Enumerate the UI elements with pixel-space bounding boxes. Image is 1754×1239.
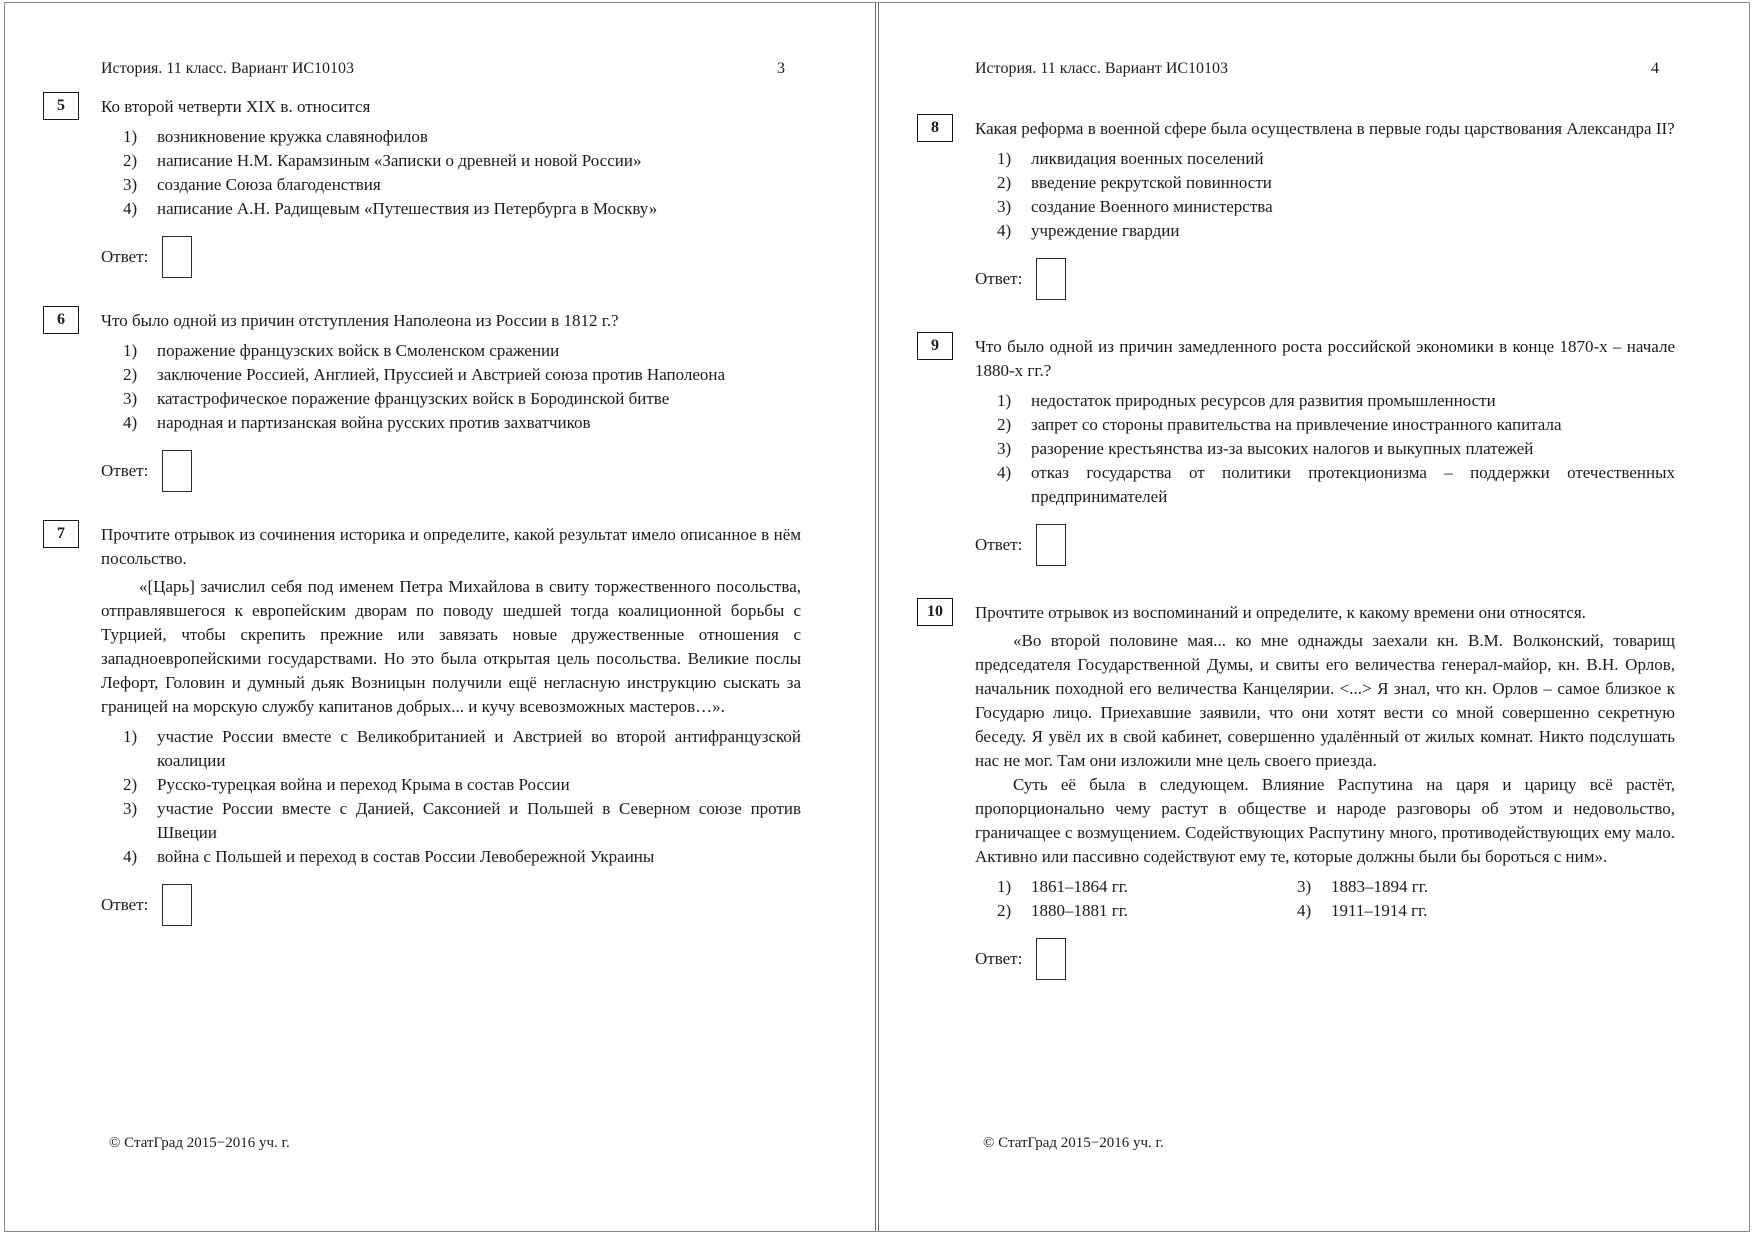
option-text: недостаток природных ресурсов для развития промышленности <box>1031 391 1496 410</box>
passage-paragraph: «Во второй половине мая... ко мне однажды заехали кн. В.М. Волконский, товарищ председателя Государственной Думы, и свиты его величества генерал-майор, кн. В.Н. Орлов, начальник походной его величества Канцелярии. <...> Я знал, что кн. Орлов – самое близкое к Государю лицо. Приехавшие заявили, что они хотят вести со мной совершенно секретную беседу. Я увёл их в свой кабинет, совершенно удалённый от жилых комнат. Никто подслушать нас не мог. Там они изложили мне цель своего приезда. <box>975 631 1675 770</box>
option-text: поражение французских войск в Смоленском сражении <box>157 341 560 360</box>
option-text: 1861–1864 гг. <box>1031 877 1129 896</box>
option-label: 3) <box>123 799 138 818</box>
option-label: 3) <box>997 439 1012 458</box>
answer-box[interactable] <box>162 450 192 492</box>
option-row <box>997 899 1297 923</box>
answer-box[interactable] <box>162 884 192 926</box>
question-text: Какая реформа в военной сфере была осуществлена в первые годы царствования Александра II? <box>975 119 1675 138</box>
answer-row <box>101 235 801 279</box>
option-row <box>123 197 801 221</box>
option-text: народная и партизанская война русских против захватчиков <box>157 413 591 432</box>
option-row <box>123 125 801 149</box>
options-list <box>123 125 801 221</box>
option-row <box>123 845 801 869</box>
option-row <box>123 173 801 197</box>
page-title: История. 11 класс. Вариант ИС10103 <box>101 60 355 77</box>
option-text: 1883–1894 гг. <box>1331 877 1429 896</box>
option-label: 1) <box>123 727 138 746</box>
option-row <box>123 339 801 363</box>
page-number: 3 <box>777 60 785 77</box>
footer-copyright: © СтатГрад 2015−2016 уч. г. <box>109 1135 290 1151</box>
option-text: катастрофическое поражение французских войск в Бородинской битве <box>157 389 670 408</box>
option-label: 4) <box>123 847 138 866</box>
answer-label: Ответ: <box>975 535 1023 554</box>
option-row <box>123 149 801 173</box>
question-number-box: 7 <box>43 520 79 548</box>
question-number-box: 8 <box>917 114 953 142</box>
option-row <box>1297 875 1675 899</box>
option-row <box>997 195 1675 219</box>
option-label: 1) <box>123 127 138 146</box>
option-row <box>123 363 801 387</box>
question-number-box: 6 <box>43 306 79 334</box>
option-label: 1) <box>997 391 1012 410</box>
option-text: написание Н.М. Карамзиным «Записки о древней и новой России» <box>157 151 642 170</box>
option-label: 2) <box>123 365 138 384</box>
option-label: 3) <box>123 389 138 408</box>
options-list <box>997 147 1675 243</box>
option-label: 1) <box>123 341 138 360</box>
option-text: ликвидация военных поселений <box>1031 149 1264 168</box>
option-row <box>997 461 1675 509</box>
option-text: 1911–1914 гг. <box>1331 901 1428 920</box>
option-label: 1) <box>997 149 1012 168</box>
option-label: 4) <box>123 199 138 218</box>
option-label: 3) <box>123 175 138 194</box>
question-10 <box>927 601 1675 981</box>
answer-label: Ответ: <box>101 895 149 914</box>
page-3 <box>5 3 875 1231</box>
passage-paragraph: «[Царь] зачислил себя под именем Петра Михайлова в свиту торжественного посольства, отправлявшегося к европейским дворам по поводу шедшей тогда коалиционной борьбы с Турцией, чтобы скрепить прежние или завязать новые дружественные отношения с западноевропейскими государствами. Но это была открытая цель посольства. Великие послы Лефорт, Головин и думный дьяк Возницын получили ещё негласную инструкцию сыскать за границей на морскую службу капитанов добрых... и кучу всевозможных мастеров…». <box>101 577 801 716</box>
option-label: 4) <box>1297 901 1312 920</box>
option-row <box>997 437 1675 461</box>
option-row <box>123 773 801 797</box>
question-number-box: 5 <box>43 92 79 120</box>
option-label: 2) <box>123 151 138 170</box>
option-text: война с Польшей и переход в состав России Левобережной Украины <box>157 847 655 866</box>
option-row <box>997 219 1675 243</box>
option-label: 2) <box>997 173 1012 192</box>
question-9 <box>931 335 1675 567</box>
option-row <box>997 171 1675 195</box>
answer-row <box>975 523 1675 567</box>
document-sheet <box>4 2 1750 1232</box>
option-label: 2) <box>997 415 1012 434</box>
page-title: История. 11 класс. Вариант ИС10103 <box>975 60 1229 77</box>
answer-row <box>975 937 1675 981</box>
question-7 <box>57 523 801 927</box>
passage-paragraph: Суть её была в следующем. Влияние Распутина на царя и царицу всё растёт, пропорционально чему растут в обществе и народе разговоры об этом и недовольство, граничащее с возмущением. Содействующих Распутину много, противодействующих ему мало. Активно или пассивно содействуют ему те, которые должны были бы бороться с ним». <box>975 775 1675 866</box>
option-label: 4) <box>123 413 138 432</box>
option-row <box>123 725 801 773</box>
option-text: введение рекрутской повинности <box>1031 173 1272 192</box>
option-row <box>997 389 1675 413</box>
source-passage <box>101 575 801 719</box>
option-label: 3) <box>1297 877 1312 896</box>
option-row <box>123 387 801 411</box>
option-text: Русско-турецкая война и переход Крыма в состав России <box>157 775 570 794</box>
answer-label: Ответ: <box>101 461 149 480</box>
question-text: Прочтите отрывок из сочинения историка и определите, какой результат имело описанное в нём посольство. <box>101 525 801 568</box>
page-header <box>101 59 801 79</box>
answer-label: Ответ: <box>975 949 1023 968</box>
option-text: учреждение гвардии <box>1031 221 1180 240</box>
option-text: 1880–1881 гг. <box>1031 901 1129 920</box>
option-text: написание А.Н. Радищевым «Путешествия из Петербурга в Москву» <box>157 199 658 218</box>
option-label: 4) <box>997 463 1012 482</box>
answer-box[interactable] <box>1036 258 1066 300</box>
option-text: запрет со стороны правительства на привлечение иностранного капитала <box>1031 415 1562 434</box>
answer-row <box>101 449 801 493</box>
option-row <box>123 797 801 845</box>
question-8 <box>931 117 1675 301</box>
option-label: 1) <box>997 877 1012 896</box>
answer-row <box>975 257 1675 301</box>
option-text: создание Военного министерства <box>1031 197 1273 216</box>
option-label: 3) <box>997 197 1012 216</box>
question-number-box: 9 <box>917 332 953 360</box>
question-text: Ко второй четверти XIX в. относится <box>101 97 371 116</box>
question-text: Что было одной из причин отступления Наполеона из России в 1812 г.? <box>101 311 619 330</box>
question-6 <box>57 309 801 493</box>
answer-box[interactable] <box>1036 938 1066 980</box>
option-text: участие России вместе с Данией, Саксонией и Польшей в Северном союзе против Швеции <box>157 799 801 842</box>
question-5 <box>57 95 801 279</box>
option-label: 4) <box>997 221 1012 240</box>
option-row <box>997 875 1297 899</box>
option-row <box>997 147 1675 171</box>
page-number: 4 <box>1651 60 1659 77</box>
options-list <box>997 389 1675 509</box>
options-list <box>997 875 1675 923</box>
answer-label: Ответ: <box>101 247 149 266</box>
question-number-box: 10 <box>917 598 953 626</box>
page-4 <box>879 3 1749 1231</box>
question-text: Что было одной из причин замедленного роста российской экономики в конце 1870-х – начале 1880-х гг.? <box>975 337 1675 380</box>
footer-copyright: © СтатГрад 2015−2016 уч. г. <box>983 1135 1164 1151</box>
answer-label: Ответ: <box>975 269 1023 288</box>
option-row <box>123 411 801 435</box>
answer-box[interactable] <box>162 236 192 278</box>
option-text: создание Союза благоденствия <box>157 175 381 194</box>
answer-box[interactable] <box>1036 524 1066 566</box>
option-row <box>997 413 1675 437</box>
option-text: заключение Россией, Англией, Пруссией и Австрией союза против Наполеона <box>157 365 726 384</box>
options-list <box>123 725 801 869</box>
option-text: участие России вместе с Великобританией и Австрией во второй антифранцузской коалиции <box>157 727 801 770</box>
option-text: возникновение кружка славянофилов <box>157 127 428 146</box>
source-passage <box>975 629 1675 869</box>
option-text: разорение крестьянства из-за высоких налогов и выкупных платежей <box>1031 439 1534 458</box>
page-header <box>975 59 1675 79</box>
option-label: 2) <box>123 775 138 794</box>
answer-row <box>101 883 801 927</box>
options-list <box>123 339 801 435</box>
option-label: 2) <box>997 901 1012 920</box>
question-text: Прочтите отрывок из воспоминаний и определите, к какому времени они относятся. <box>975 603 1586 622</box>
option-row <box>1297 899 1675 923</box>
option-text: отказ государства от политики протекционизма – поддержки отечественных предпринимателей <box>1031 463 1675 506</box>
